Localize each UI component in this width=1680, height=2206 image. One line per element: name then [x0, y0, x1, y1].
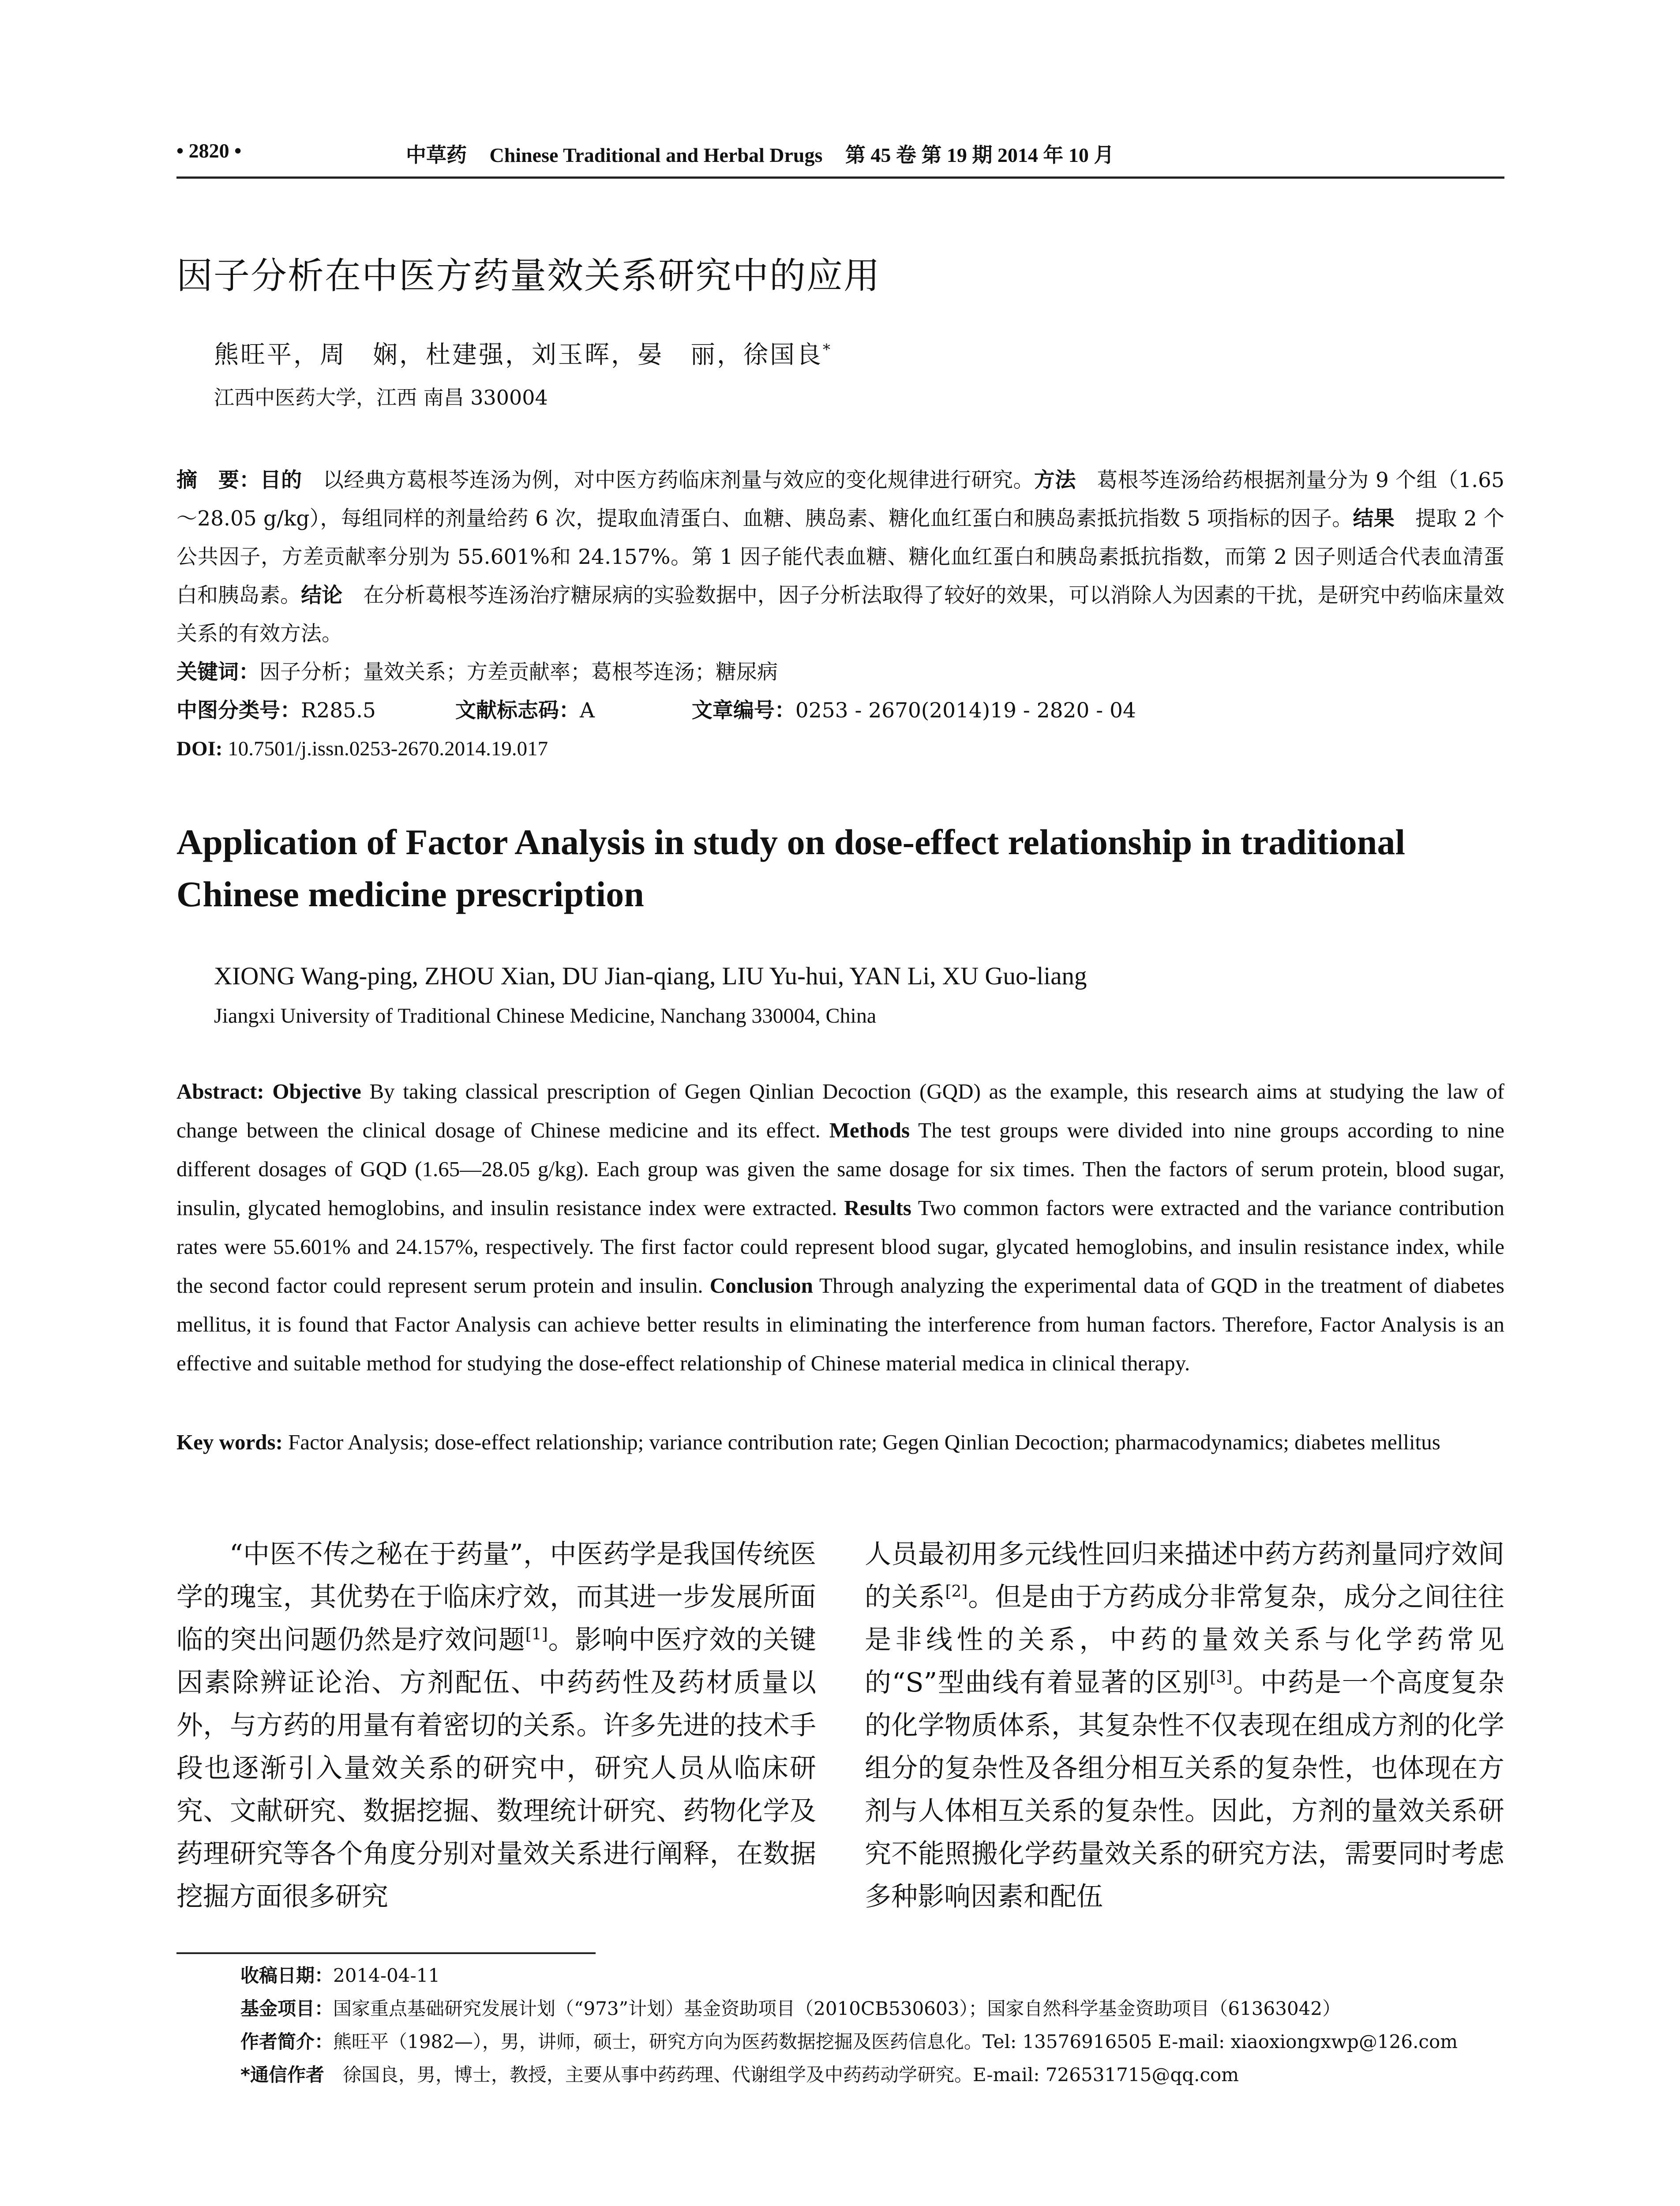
en-keywords [176, 1423, 1504, 1462]
citation-ref-3[interactable]: [3] [1210, 1668, 1233, 1686]
fund-label: 基金项目： [240, 1998, 334, 2019]
citation-ref-1[interactable]: [1] [525, 1625, 548, 1643]
cn-results-text: 提取 2 个公共因子，方差贡献率分别为 55.601%和 24.157%。第 1 因子能代表血糖、糖化血红蛋白和胰岛素抵抗指数，而第 2 因子则适合代表血清蛋白和胰岛素。 [176, 506, 1505, 608]
cn-title: 因子分析在中医方药量效关系研究中的应用 [176, 255, 881, 297]
journal-line [406, 139, 1114, 168]
en-conclusion-label: Conclusion [709, 1273, 813, 1298]
doccode-value: A [579, 698, 595, 723]
en-keywords-label: Key words: [176, 1430, 283, 1454]
en-abstract-label: Abstract: [176, 1079, 264, 1103]
author-bio-label: 作者简介： [240, 2031, 334, 2052]
corresponding-mark: * [823, 341, 832, 359]
cn-results-label: 结果 [1353, 506, 1395, 531]
header-rule [176, 176, 1504, 179]
cn-keywords-text: 因子分析；量效关系；方差贡献率；葛根芩连汤；糖尿病 [259, 660, 778, 684]
footnote-fund [240, 1994, 1341, 2021]
journal-name-cn: 中草药 [406, 144, 467, 166]
body-right-text-c: 。中药是一个高度复杂的化学物质体系，其复杂性不仅表现在组成方剂的化学组分的复杂性及各组分相互关系的复杂性，也体现在方剂与人体相互关系的复杂性。因此，方剂的量效关系研究不能照搬化学药量效关系的研究方法，需要同时考虑多种影响因素和配伍 [865, 1667, 1505, 1912]
fund-value: 国家重点基础研究发展计划（“973”计划）基金资助项目（2010CB530603）；国家自然科学基金资助项目（61363042） [333, 1998, 1341, 2019]
doccode-label: 文献标志码： [455, 698, 580, 723]
en-objective-label: Objective [272, 1079, 361, 1103]
cn-affiliation: 江西中医药大学，江西 南昌 330004 [214, 386, 548, 409]
cn-abstract-label: 摘 要： [176, 468, 260, 492]
en-keywords-text: Factor Analysis; dose-effect relationship; variance contribution rate; Gegen Qinlian Decoction; pharmacodynamics; diabetes mellitus [282, 1430, 1440, 1454]
clc-value: R285.5 [301, 698, 376, 723]
en-conclusion-text: Through analyzing the experimental data of GQD in the treatment of diabetes mellitus, it is found that Factor Analysis can achieve better results in eliminating the interference from human factors. Therefore, Factor Analysis is an effective and suitable method for studying the dose-effect relationship of Chinese material medica in clinical therapy. [176, 1273, 1504, 1375]
author-bio-value: 熊旺平（1982—），男，讲师，硕士，研究方向为医药数据挖掘及医药信息化。Tel: 13576916505 E-mail: xiaoxiongxwp@126.com [333, 2031, 1458, 2052]
doi-label: DOI: [176, 737, 223, 760]
body-left-text-a: “中医不传之秘在于药量”，中医药学是我国传统医学的瑰宝，其优势在于临床疗效，而其进一步发展所面临的突出问题仍然是疗效问题 [176, 1539, 816, 1655]
cn-author-names: 熊旺平，周 娴，杜建强，刘玉晖，晏 丽，徐国良 [214, 341, 823, 369]
body-right-text-b: 。但是由于方药成分非常复杂，成分之间往往是非线性的关系，中药的量效关系与化学药常见的“S”型曲线有着显著的区别 [865, 1582, 1505, 1698]
received-value: 2014-04-11 [333, 1965, 440, 1986]
cn-conclusion-text: 在分析葛根芩连汤治疗糖尿病的实验数据中，因子分析法取得了较好的效果，可以消除人为因素的干扰，是研究中药临床量效关系的有效方法。 [176, 583, 1505, 646]
cn-abstract [176, 461, 1504, 653]
footnote-rule [176, 1952, 596, 1954]
body-right-column [865, 1533, 1504, 1918]
doi-value: 10.7501/j.issn.0253-2670.2014.19.017 [222, 737, 548, 760]
cn-methods-text: 葛根芩连汤给药根据剂量分为 9 个组（1.65～28.05 g/kg），每组同样的剂量给药 6 次，提取血清蛋白、血糖、胰岛素、糖化血红蛋白和胰岛素抵抗指数 5 项指标的因子。 [176, 468, 1505, 531]
en-affiliation: Jiangxi University of Traditional Chinese Medicine, Nanchang 330004, China [214, 1004, 877, 1028]
cn-objective-text: 以经典方葛根芩连汤为例，对中医方药临床剂量与效应的变化规律进行研究。 [302, 468, 1034, 492]
cn-methods-label: 方法 [1034, 468, 1076, 492]
article-no-label: 文章编号： [691, 698, 795, 723]
en-methods-label: Methods [829, 1118, 910, 1142]
cn-keywords [176, 653, 1504, 691]
footnote-received [240, 1961, 440, 1988]
en-abstract [176, 1072, 1504, 1383]
en-authors: XIONG Wang-ping, ZHOU Xian, DU Jian-qiang, LIU Yu-hui, YAN Li, XU Guo-liang [214, 962, 1087, 990]
citation-ref-2[interactable]: [2] [945, 1583, 968, 1601]
cn-classification [176, 691, 1504, 730]
doi-line [176, 730, 1504, 768]
en-objective-text: By taking classical prescription of Gegen Qinlian Decoction (GQD) as the example, this research aims at studying the law of change between the clinical dosage of Chinese medicine and its effect. [176, 1079, 1505, 1142]
en-methods-text: The test groups were divided into nine groups according to nine different dosages of GQD (1.65—28.05 g/kg). Each group was given the same dosage for six times. Then the factors of serum protein, blood sugar, insulin, glycated hemoglobins, and insulin resistance index were extracted. [176, 1118, 1505, 1220]
journal-name-en: Chinese Traditional and Herbal Drugs [489, 144, 823, 166]
cn-keywords-label: 关键词： [176, 660, 259, 684]
received-label: 收稿日期： [240, 1965, 334, 1986]
cn-objective-label: 目的 [260, 468, 302, 492]
body-left-text-b: 。影响中医疗效的关键因素除辨证论治、方剂配伍、中药药性及药材质量以外，与方药的用量有着密切的关系。许多先进的技术手段也逐渐引入量效关系的研究中，研究人员从临床研究、文献研究、数据挖掘、数理统计研究、药物化学及药理研究等各个角度分别对量效关系进行阐释，在数据挖掘方面很多研究 [176, 1624, 817, 1912]
footnote-corresponding [240, 2060, 1239, 2087]
body-right-text-a: 人员最初用多元线性回归来描述中药方药剂量同疗效间的关系 [865, 1539, 1504, 1613]
article-no-value: 0253 - 2670(2014)19 - 2820 - 04 [795, 698, 1136, 723]
corresponding-value: 徐国良，男，博士，教授，主要从事中药药理、代谢组学及中药药动学研究。E-mail: 726531715@qq.com [324, 2064, 1239, 2086]
cn-conclusion-label: 结论 [301, 583, 343, 608]
body-left-column [176, 1533, 816, 1918]
page-number: • 2820 • [176, 139, 242, 162]
footnote-author [240, 2027, 1458, 2054]
clc-label: 中图分类号： [176, 698, 301, 723]
en-title: Application of Factor Analysis in study on dose-effect relationship in traditional Chinese medicine prescription [176, 822, 1406, 914]
en-results-text: Two common factors were extracted and the variance contribution rates were 55.601% and 24.157%, respectively. The first factor could represent blood sugar, glycated hemoglobins, and insulin resistance index, while the second factor could represent serum protein and insulin. [176, 1196, 1504, 1298]
running-header [176, 139, 1504, 170]
corresponding-label: *通信作者 [240, 2064, 324, 2086]
cn-authors [214, 335, 832, 371]
en-results-label: Results [844, 1196, 911, 1220]
journal-issue: 第 45 卷 第 19 期 2014 年 10 月 [845, 144, 1114, 166]
